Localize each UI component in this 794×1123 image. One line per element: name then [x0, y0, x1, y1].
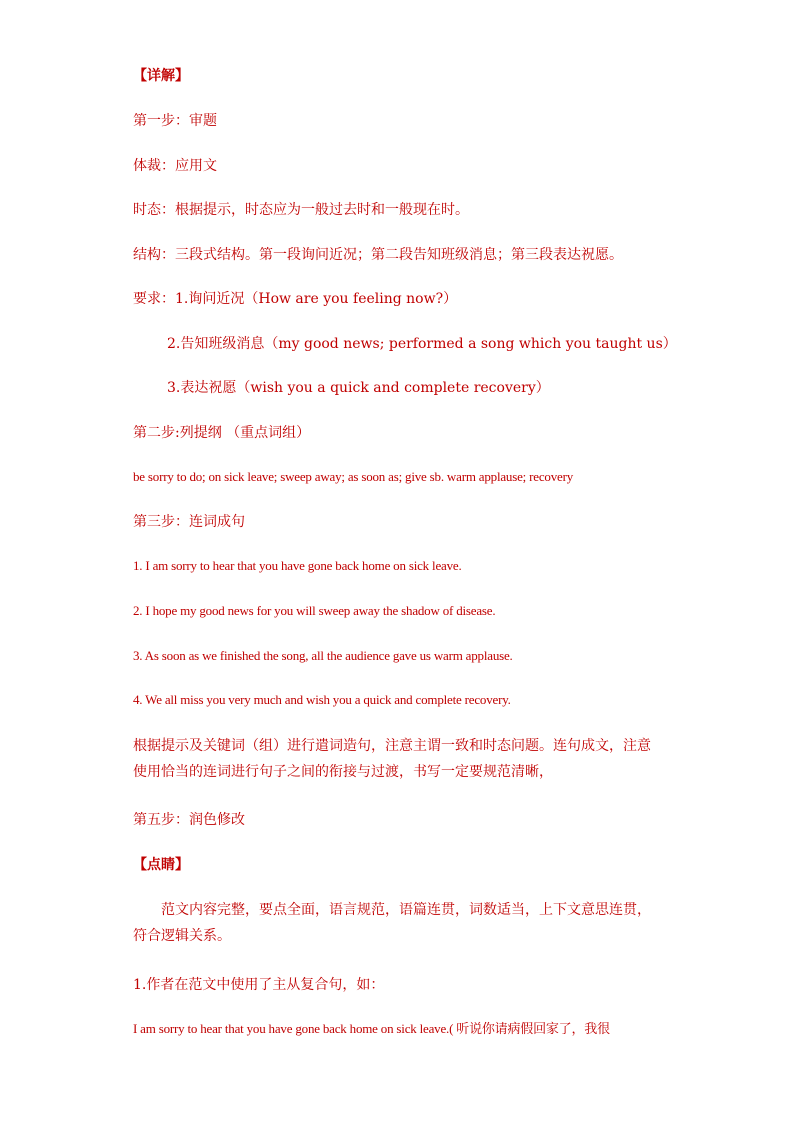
key-phrases: be sorry to do; on sick leave; sweep away; as soon as; give sb. warm applause; recovery: [133, 469, 573, 484]
point-1: 1.作者在范文中使用了主从复合句，如：: [133, 977, 385, 993]
step2-label: 第二步:列提纲 （重点词组）: [133, 425, 311, 441]
heading-comment: 【点睛】: [133, 857, 189, 873]
sentence-4: 4. We all miss you very much and wish you a quick and complete recovery.: [133, 692, 511, 707]
step1-label: 第一步：审题: [133, 113, 217, 129]
requirement-3: 3.表达祝愿（wish you a quick and complete recovery）: [167, 380, 550, 396]
sentence-1: 1. I am sorry to hear that you have gone back home on sick leave.: [133, 558, 462, 573]
tense-line: 时态：根据提示，时态应为一般过去时和一般现在时。: [133, 202, 469, 218]
sentence-2: 2. I hope my good news for you will sweep away the shadow of disease.: [133, 603, 496, 618]
step5-label: 第五步：润色修改: [133, 812, 245, 828]
requirement-2: 2.告知班级消息（my good news; performed a song which you taught us）: [167, 336, 677, 352]
example-sentence: I am sorry to hear that you have gone back home on sick leave.( 听说你请病假回家了，我很: [133, 1021, 610, 1036]
step4-paragraph: 根据提示及关键词（组）进行遣词造句，注意主谓一致和时态问题。连句成文，注意使用恰当的连词进行句子之间的衔接与过渡，书写一定要规范清晰，: [133, 738, 651, 780]
genre-line: 体裁：应用文: [133, 158, 217, 174]
sentence-3: 3. As soon as we finished the song, all the audience gave us warm applause.: [133, 648, 513, 663]
heading-detail: 【详解】: [133, 68, 189, 84]
step3-label: 第三步：连词成句: [133, 514, 245, 530]
structure-line: 结构：三段式结构。第一段询问近况；第二段告知班级消息；第三段表达祝愿。: [133, 247, 623, 263]
comment-paragraph: 范文内容完整，要点全面，语言规范，语篇连贯，词数适当，上下文意思连贯，符合逻辑关系。: [133, 902, 651, 944]
requirement-1: 要求：1.询问近况（How are you feeling now?）: [133, 291, 458, 307]
